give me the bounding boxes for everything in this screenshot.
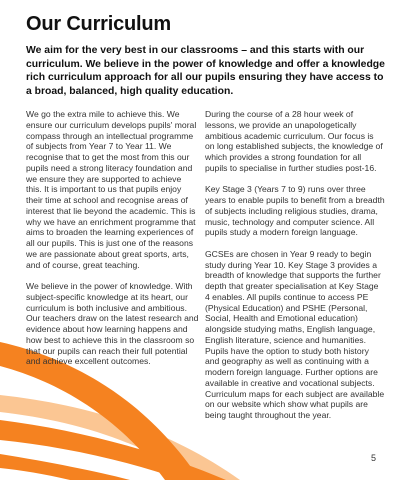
right-paragraph-1: During the course of a 28 hour week of lessons, we provide an unapologetically ambitious academic curriculum. Our focus is on long established subjects, the knowledge of which provides a strong foundation for all pupils to specialise in further studies post-16. xyxy=(205,109,383,173)
left-column xyxy=(26,109,199,378)
right-paragraph-2: Key Stage 3 (Years 7 to 9) runs over three years to enable pupils to benefit from a breadth of subjects including religious studies, drama, music, technology and computer science. All pupils study a modern foreign language. xyxy=(205,184,385,238)
page-number: 5 xyxy=(371,453,377,463)
page-title: Our Curriculum xyxy=(26,13,171,35)
right-column xyxy=(205,109,385,432)
intro-paragraph: We aim for the very best in our classrooms – and this starts with our curriculum. We believe in the power of knowledge and offer a knowledge rich curriculum approach for all our pupils ensuring they have access to a broad, balanced, high quality education. xyxy=(26,45,385,97)
right-paragraph-3: GCSEs are chosen in Year 9 ready to begin study during Year 10. Key Stage 3 provides a breadth of knowledge that supports the further depth that greater specialisation at Key Stage 4 enables. All pupils continue to access PE (Physical Education) and PSHE (Personal, Social, Health and Emotional education) alongside studying maths, English language, English literature, science and humanities. Pupils have the option to study both history and geography as well as continuing with a modern foreign language. Further options are available in creative and vocational subjects. Curriculum maps for each subject are available on our website which show what pupils are being taught throughout the year. xyxy=(205,248,385,420)
left-paragraph-1: We go the extra mile to achieve this. We ensure our curriculum develops pupils' moral compass through an intellectual programme of subjects from Year 7 to Year 11. We recognise that to get the most from this our pupils need a strong literacy foundation and we ensure they are supported to achieve this. It is important to us that pupils enjoy their time at school and recognise areas of interest that lie beyond the academic. This is why we have an enrichment programme that aims to broaden the learning experiences of all our pupils. This is just one of the reasons we are passionate about great sports, arts, and of course, great teaching. xyxy=(26,109,197,270)
left-paragraph-2: We believe in the power of knowledge. With subject-specific knowledge at its heart, our curriculum is both inclusive and ambitious. Our teachers draw on the latest research and evidence about how learning happens and how best to achieve this in the classroom so that our pupils can reach their full potential and achieve excellent outcomes. xyxy=(26,281,199,367)
